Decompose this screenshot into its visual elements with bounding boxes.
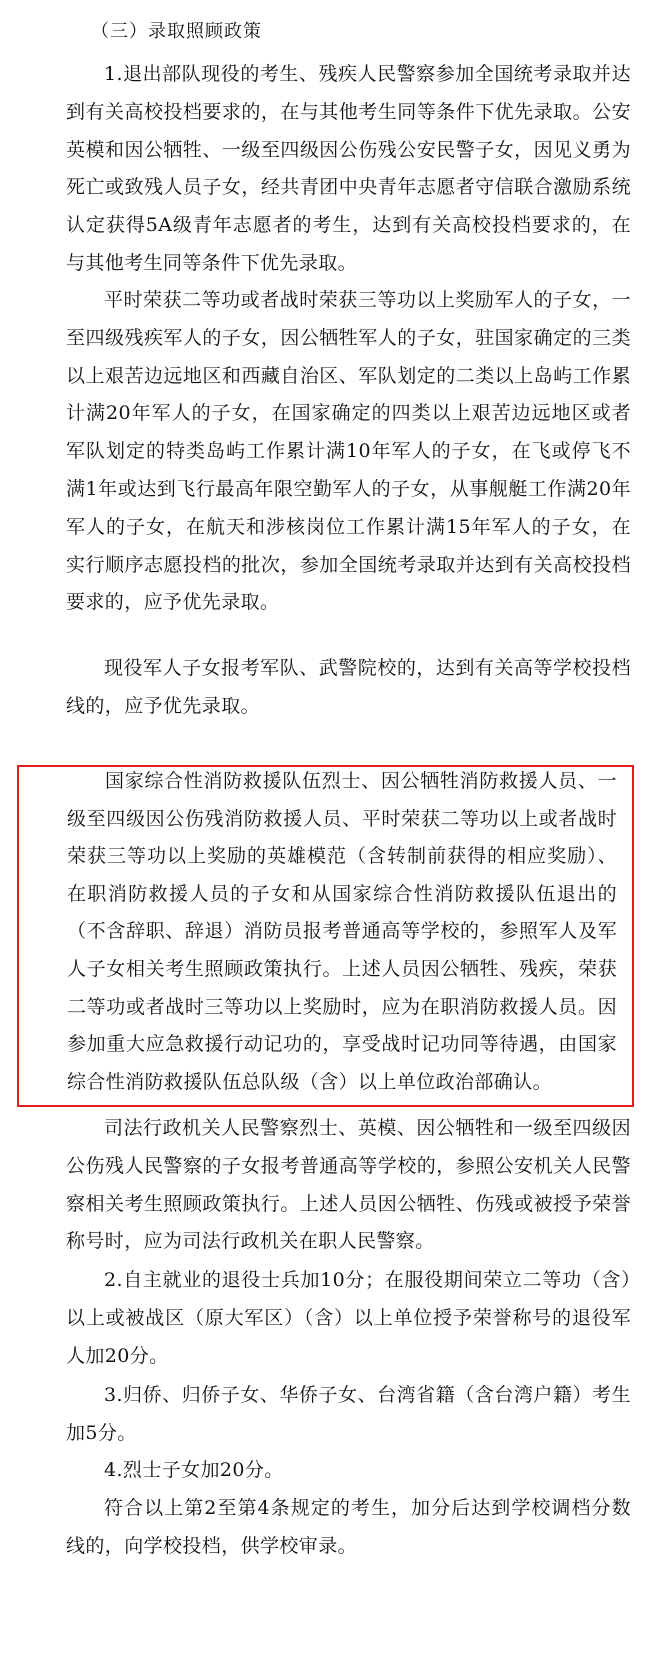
highlight-box — [17, 765, 634, 1107]
paragraph-5: 司法行政机关人民警察烈士、英模、因公牺牲和一级至四级因公伤残人民警察的子女报考普通高等学校的，参照公安机关人民警察相关考生照顾政策执行。上述人员因公牺牲、伤残或被授予荣誉称号时，应为司法行政机关在职人民警察。 — [66, 1117, 631, 1253]
highlighted-paragraph: 国家综合性消防救援队伍烈士、因公牺牲消防救援人员、一级至四级因公伤残消防救援人员、平时荣获二等功以上或者战时荣获三等功以上奖励的英雄模范（含转制前获得的相应奖励）、在职消防救援人员的子女和从国家综合性消防救援队伍退出的（不含辞职、辞退）消防员报考普通高等学校的，参照军人及军人子女相关考生照顾政策执行。上述人员因公牺牲、残疾，荣获二等功或者战时三等功以上奖励时，应为在职消防救援人员。因参加重大应急救援行动记功的，享受战时记功同等待遇，由国家综合性消防救援队伍总队级（含）以上单位政治部确认。 — [67, 770, 617, 1093]
paragraph-9: 符合以上第2至第4条规定的考生，加分后达到学校调档分数线的，向学校投档，供学校审录。 — [66, 1497, 631, 1557]
paragraph-8: 4.烈士子女加20分。 — [104, 1459, 284, 1481]
paragraph-7: 3.归侨、归侨子女、华侨子女、台湾省籍（含台湾户籍）考生加5分。 — [66, 1384, 631, 1444]
section-heading: （三）录取照顾政策 — [91, 21, 262, 42]
paragraph-1: 1.退出部队现役的考生、残疾人民警察参加全国统考录取并达到有关高校投档要求的，在与其他考生同等条件下优先录取。公安英模和因公牺牲、一级至四级因公伤残公安民警子女，因见义勇为死亡或致残人员子女，经共青团中央青年志愿者守信联合激励系统认定获得5A级青年志愿者的考生，达到有关高校投档要求的，在与其他考生同等条件下优先录取。 — [66, 63, 631, 274]
paragraph-3: 现役军人子女报考军队、武警院校的，达到有关高等学校投档线的，应予优先录取。 — [66, 657, 631, 717]
paragraph-2: 平时荣获二等功或者战时荣获三等功以上奖励军人的子女，一至四级残疾军人的子女，因公牺牲军人的子女，驻国家确定的三类以上艰苦边远地区和西藏自治区、军队划定的二类以上岛屿工作累计满20年军人的子女，在国家确定的四类以上艰苦边远地区或者军队划定的特类岛屿工作累计满10年军人的子女，在飞或停飞不满1年或达到飞行最高年限空勤军人的子女，从事舰艇工作满20年军人的子女，在航天和涉核岗位工作累计满15年军人的子女，在实行顺序志愿投档的批次，参加全国统考录取并达到有关高校投档要求的，应予优先录取。 — [66, 289, 631, 614]
paragraph-6: 2.自主就业的退役士兵加10分；在服役期间荣立二等功（含）以上或被战区（原大军区）（含）以上单位授予荣誉称号的退役军人加20分。 — [66, 1269, 631, 1367]
